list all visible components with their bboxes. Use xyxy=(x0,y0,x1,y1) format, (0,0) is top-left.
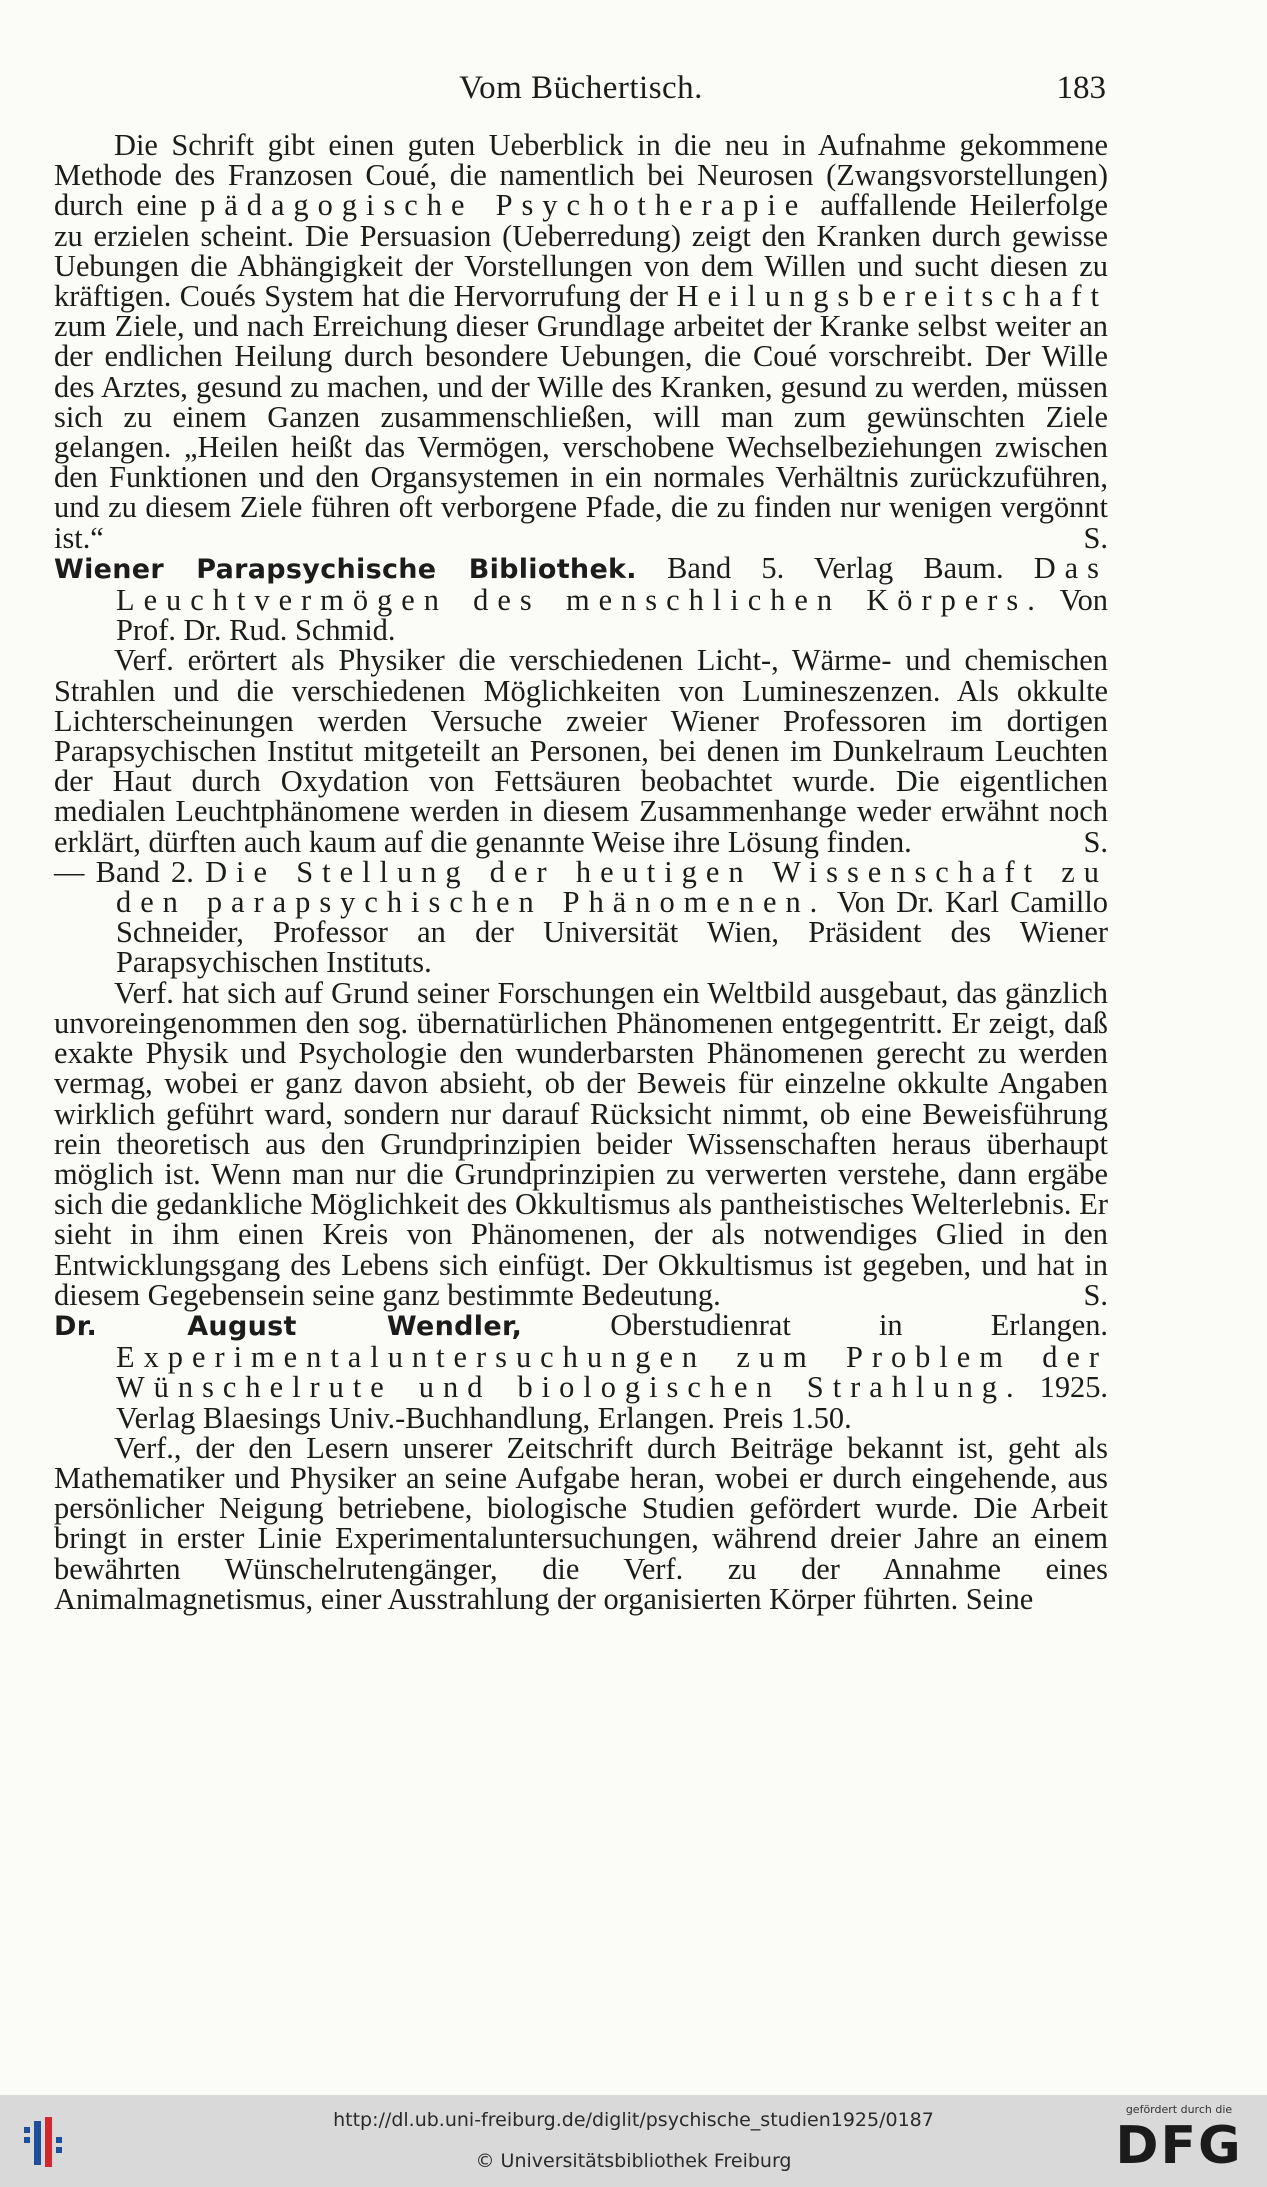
text: Verf. hat sich auf Grund seiner Forschungen ein Weltbild ausgebaut, das gänzlich unvoreingenommen den sog. übernatürlichen Phänomenen entgegentritt. Er zeigt, daß exakte Physik und Psychologie den wunderbarsten Phänomenen gerecht zu werden vermag, wobei er ganz davon absieht, ob der Beweis für einzelne okkulte Angaben wirklich geführt ward, sondern nur darauf Rücksicht nimmt, ob eine Beweisführung rein theoretisch aus den Grundprinzipien beider Wissenschaften heraus überhaupt möglich ist. Wenn man nur die Grundprinzipien zu verwerten verstehe, dann ergäbe sich die gedankliche Möglichkeit des Okkultismus als pantheistisches Welterlebnis. Er sieht in ihm einen Kreis von Phänomenen, der als notwendiges Glied in den Entwicklungsgang des Lebens sich einfügt. Der Okkultismus ist gegeben, und hat in diesem Gegebensein seine ganz bestimmte Bedeutung. xyxy=(54,975,1108,1312)
text: 1925. Verlag Blaesings Univ.-Buchhandlung, Erlangen. Preis 1.50. xyxy=(116,1370,1108,1435)
author-name: Dr. August Wendler, xyxy=(54,1310,523,1342)
text: — Band 2. xyxy=(54,854,206,889)
source-url-link[interactable]: http://dl.ub.uni-freiburg.de/diglit/psychische_studien1925/0187 xyxy=(333,2109,934,2131)
signature: S. xyxy=(1083,824,1108,859)
text: auffallende Heilerfolge zu erzielen scheint. Die Persuasion (Ueberredung) zeigt den Kranken durch gewisse Uebungen die Abhängigkeit der Vorstellungen von dem Willen und sucht diesen zu kräftigen. Coués System hat die Hervorrufung der xyxy=(54,188,1108,314)
book-title: Experimentaluntersuchungen zum Problem der Wünschelrute und biologischen Strahlung. xyxy=(116,1340,1108,1405)
dfg-tagline: gefördert durch die xyxy=(1125,2103,1233,2116)
text: Band 5. Verlag Baum. xyxy=(636,550,1034,585)
review-stellung xyxy=(54,975,1108,1312)
book-title: Das Leuchtvermögen des menschlichen Körpers. xyxy=(116,550,1108,618)
review-coue xyxy=(54,130,1108,553)
signature: S. xyxy=(1083,1277,1108,1312)
series-title: Wiener Parapsychische Bibliothek. xyxy=(54,553,637,585)
page-body xyxy=(54,130,1108,1614)
text: Von Dr. Karl Camillo Schneider, Professor an der Universität Wien, Präsident des Wiener Parapsychischen Instituts. xyxy=(116,885,1108,980)
review-leuchtvermoegen xyxy=(54,643,1108,859)
page-number: 183 xyxy=(1056,70,1106,106)
page-header xyxy=(56,70,1106,114)
signature: S. xyxy=(1083,520,1108,555)
text: Oberstudienrat in Erlangen. xyxy=(522,1307,1108,1342)
dfg-logo-text: DFG xyxy=(1115,2116,1243,2176)
text: Verf., der den Lesern unserer Zeitschrift durch Beiträge bekannt ist, geht als Mathematiker und Physiker an seine Aufgabe heran, wobei er durch eingehende, aus persönlicher Neigung betriebene, biologische Studien gefördert wurde. Die Arbeit bringt in erster Linie Experimentaluntersuchungen, während dreier Jahre an einem bewährten Wünschelrutengänger, die Verf. zu der Annahme eines Animalmagnetismus, einer Ausstrahlung der organisierten Körper führten. Seine xyxy=(54,1430,1108,1616)
dfg-logo xyxy=(1109,2103,1249,2181)
book-entry-wendler xyxy=(54,1307,1108,1435)
text: Verf. erörtert als Physiker die verschiedenen Licht-, Wärme- und chemischen Strahlen und die verschiedenen Möglichkeiten von Lumineszenzen. Als okkulte Lichterscheinungen werden Versuche zweier Wiener Professoren im dortigen Parapsychischen Institut mitgeteilt an Personen, bei denen im Dunkelraum Leuchten der Haut durch Oxydation von Fettsäuren beobachtet wurde. Die eigentlichen medialen Leuchtphänomene werden in diesem Zusammenhange weder erwähnt noch erklärt, dürften auch kaum auf die genannte Weise ihre Lösung finden. xyxy=(54,643,1108,859)
footer-bar xyxy=(0,2095,1267,2187)
book-entry-leuchtvermoegen xyxy=(54,550,1108,648)
emphasis: pädagogische Psychotherapie xyxy=(200,188,808,223)
copyright-notice: © Universitätsbibliothek Freiburg xyxy=(475,2150,792,2172)
text: zum Ziele, und nach Erreichung dieser Grundlage arbeitet der Kranke selbst weiter an der endlichen Heilung durch besondere Uebungen, die Coué vorschreibt. Der Wille des Arztes, gesund zu machen, und der Wille des Kranken, gesund zu werden, müssen sich zu einem Ganzen zusammenschließen, will man zum gewünschten Ziele gelangen. „Heilen heißt das Vermögen, verschobene Wechselbeziehungen zwischen den Funktionen und den Organsystemen in ein normales Verhältnis zurückzuführen, und zu diesem Ziele führen oft verborgene Pfade, die zu finden nur wenigen vergönnt ist.“ xyxy=(54,309,1108,555)
book-entry-stellung xyxy=(54,854,1108,980)
text: Von Prof. Dr. Rud. Schmid. xyxy=(116,583,1108,648)
emphasis: Heilungsbereitschaft xyxy=(676,279,1108,314)
review-wendler xyxy=(54,1430,1108,1616)
text: Die Schrift gibt einen guten Ueberblick in die neu in Aufnahme gekommene Methode des Franzosen Coué, die namentlich bei Neurosen (Zwangsvorstellungen) durch eine xyxy=(54,128,1108,223)
running-title: Vom Büchertisch. xyxy=(459,70,703,106)
book-title: Die Stellung der heutigen Wissenschaft zu den parapsychischen Phänomenen. xyxy=(116,854,1108,920)
